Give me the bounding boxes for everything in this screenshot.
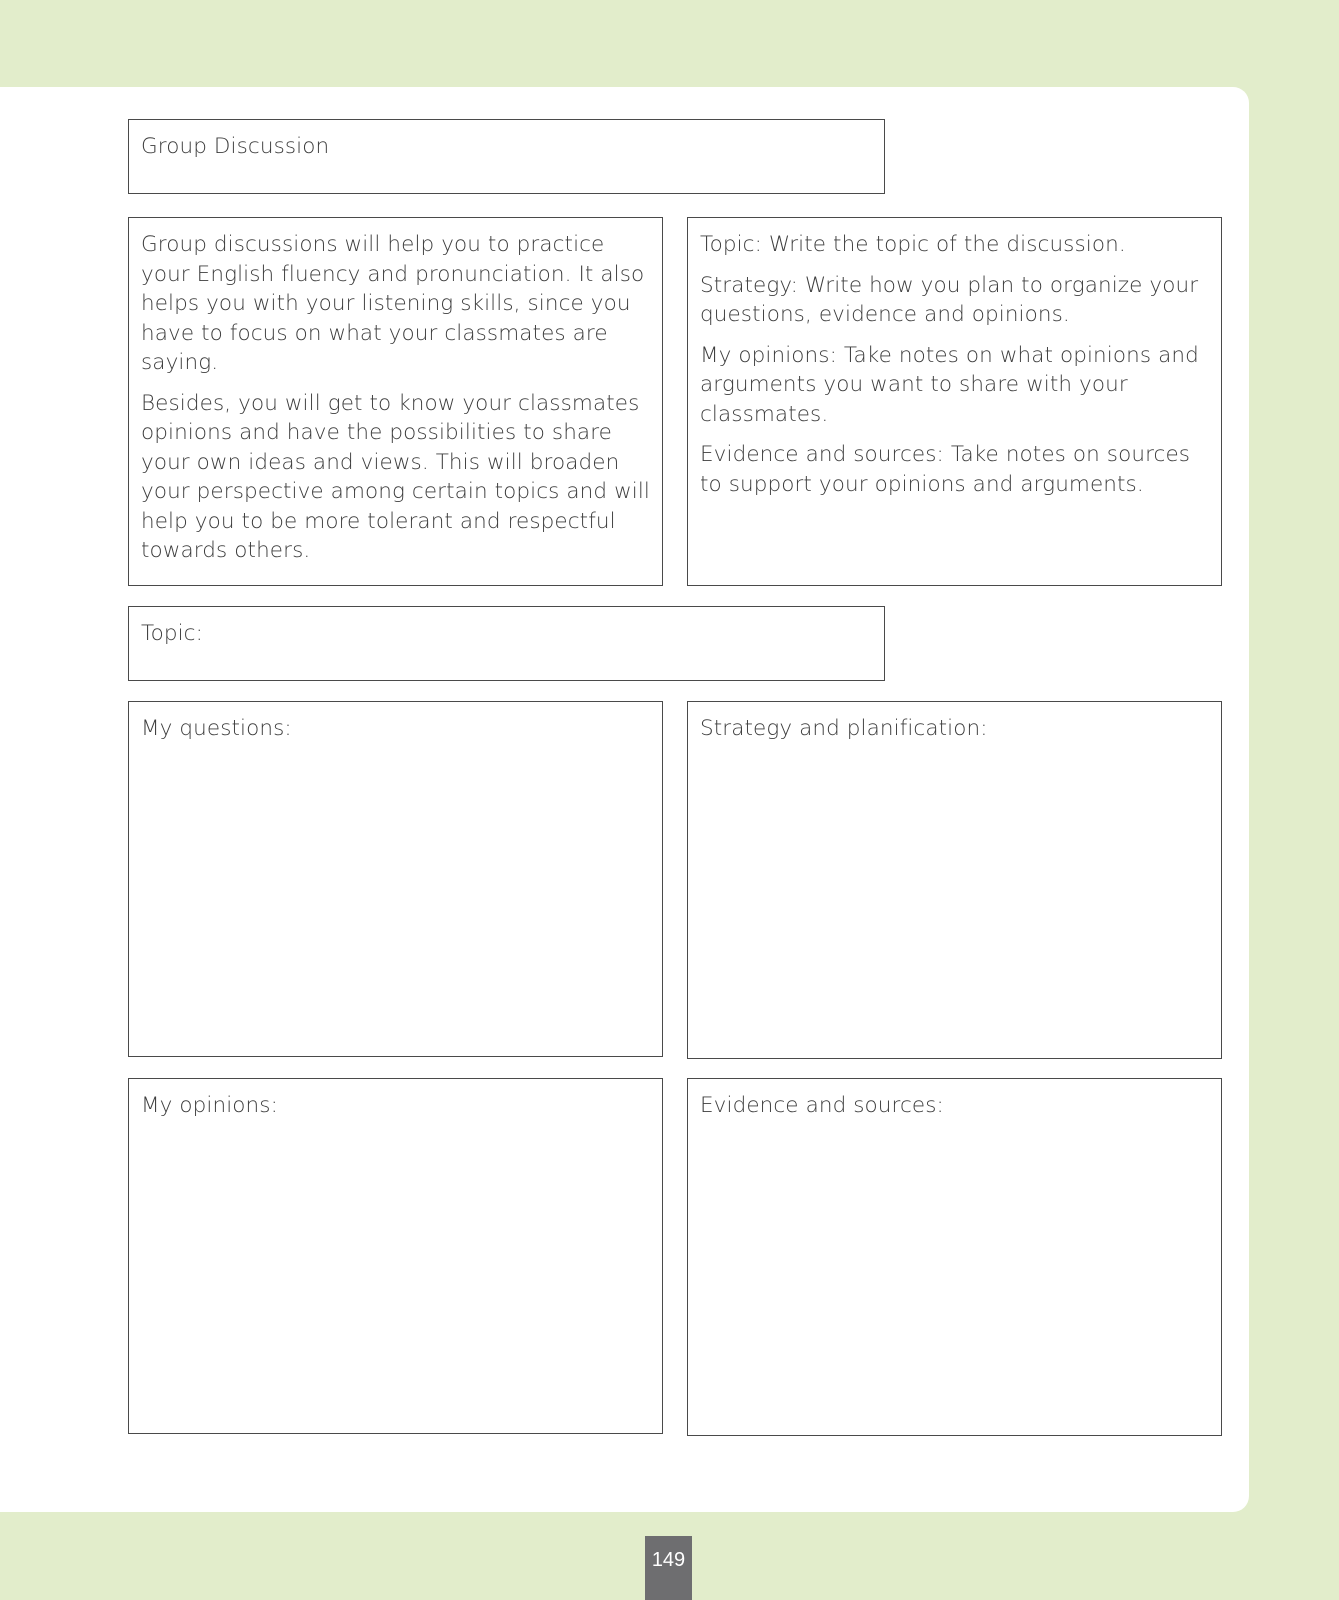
intro-paragraph: Besides, you will get to know your classmates opinions and have the possibilities to share your own ideas and views. This will broaden your perspective among certain topics and will help you to be more tolerant and respectful towards others.	[141, 390, 650, 563]
evidence-label: Evidence and sources:	[700, 1093, 944, 1118]
page-number: 149	[645, 1536, 692, 1600]
intro-paragraph: Group discussions will help you to practice your English fluency and pronunciation. It also helps you with your listening skills, since you have to focus on what your classmates are saying.	[141, 232, 645, 375]
instruction-evidence: Evidence and sources: Take notes on sources to support your opinions and arguments.	[700, 442, 1191, 497]
title-box	[128, 119, 885, 194]
instructions-box	[687, 217, 1222, 586]
evidence-field[interactable]	[687, 1078, 1222, 1436]
strategy-label: Strategy and planification:	[700, 716, 988, 741]
questions-label: My questions:	[141, 716, 292, 741]
instruction-topic: Topic: Write the topic of the discussion.	[700, 232, 1126, 257]
topic-label: Topic:	[141, 621, 203, 646]
opinions-label: My opinions:	[141, 1093, 278, 1118]
intro-box	[128, 217, 663, 586]
questions-field[interactable]	[128, 701, 663, 1057]
opinions-field[interactable]	[128, 1078, 663, 1434]
instruction-strategy: Strategy: Write how you plan to organize your questions, evidence and opinions.	[700, 272, 1199, 327]
page-title: Group Discussion	[141, 134, 330, 159]
strategy-field[interactable]	[687, 701, 1222, 1059]
topic-field[interactable]	[128, 606, 885, 681]
instruction-opinions: My opinions: Take notes on what opinions and arguments you want to share with your classmates.	[700, 342, 1199, 427]
